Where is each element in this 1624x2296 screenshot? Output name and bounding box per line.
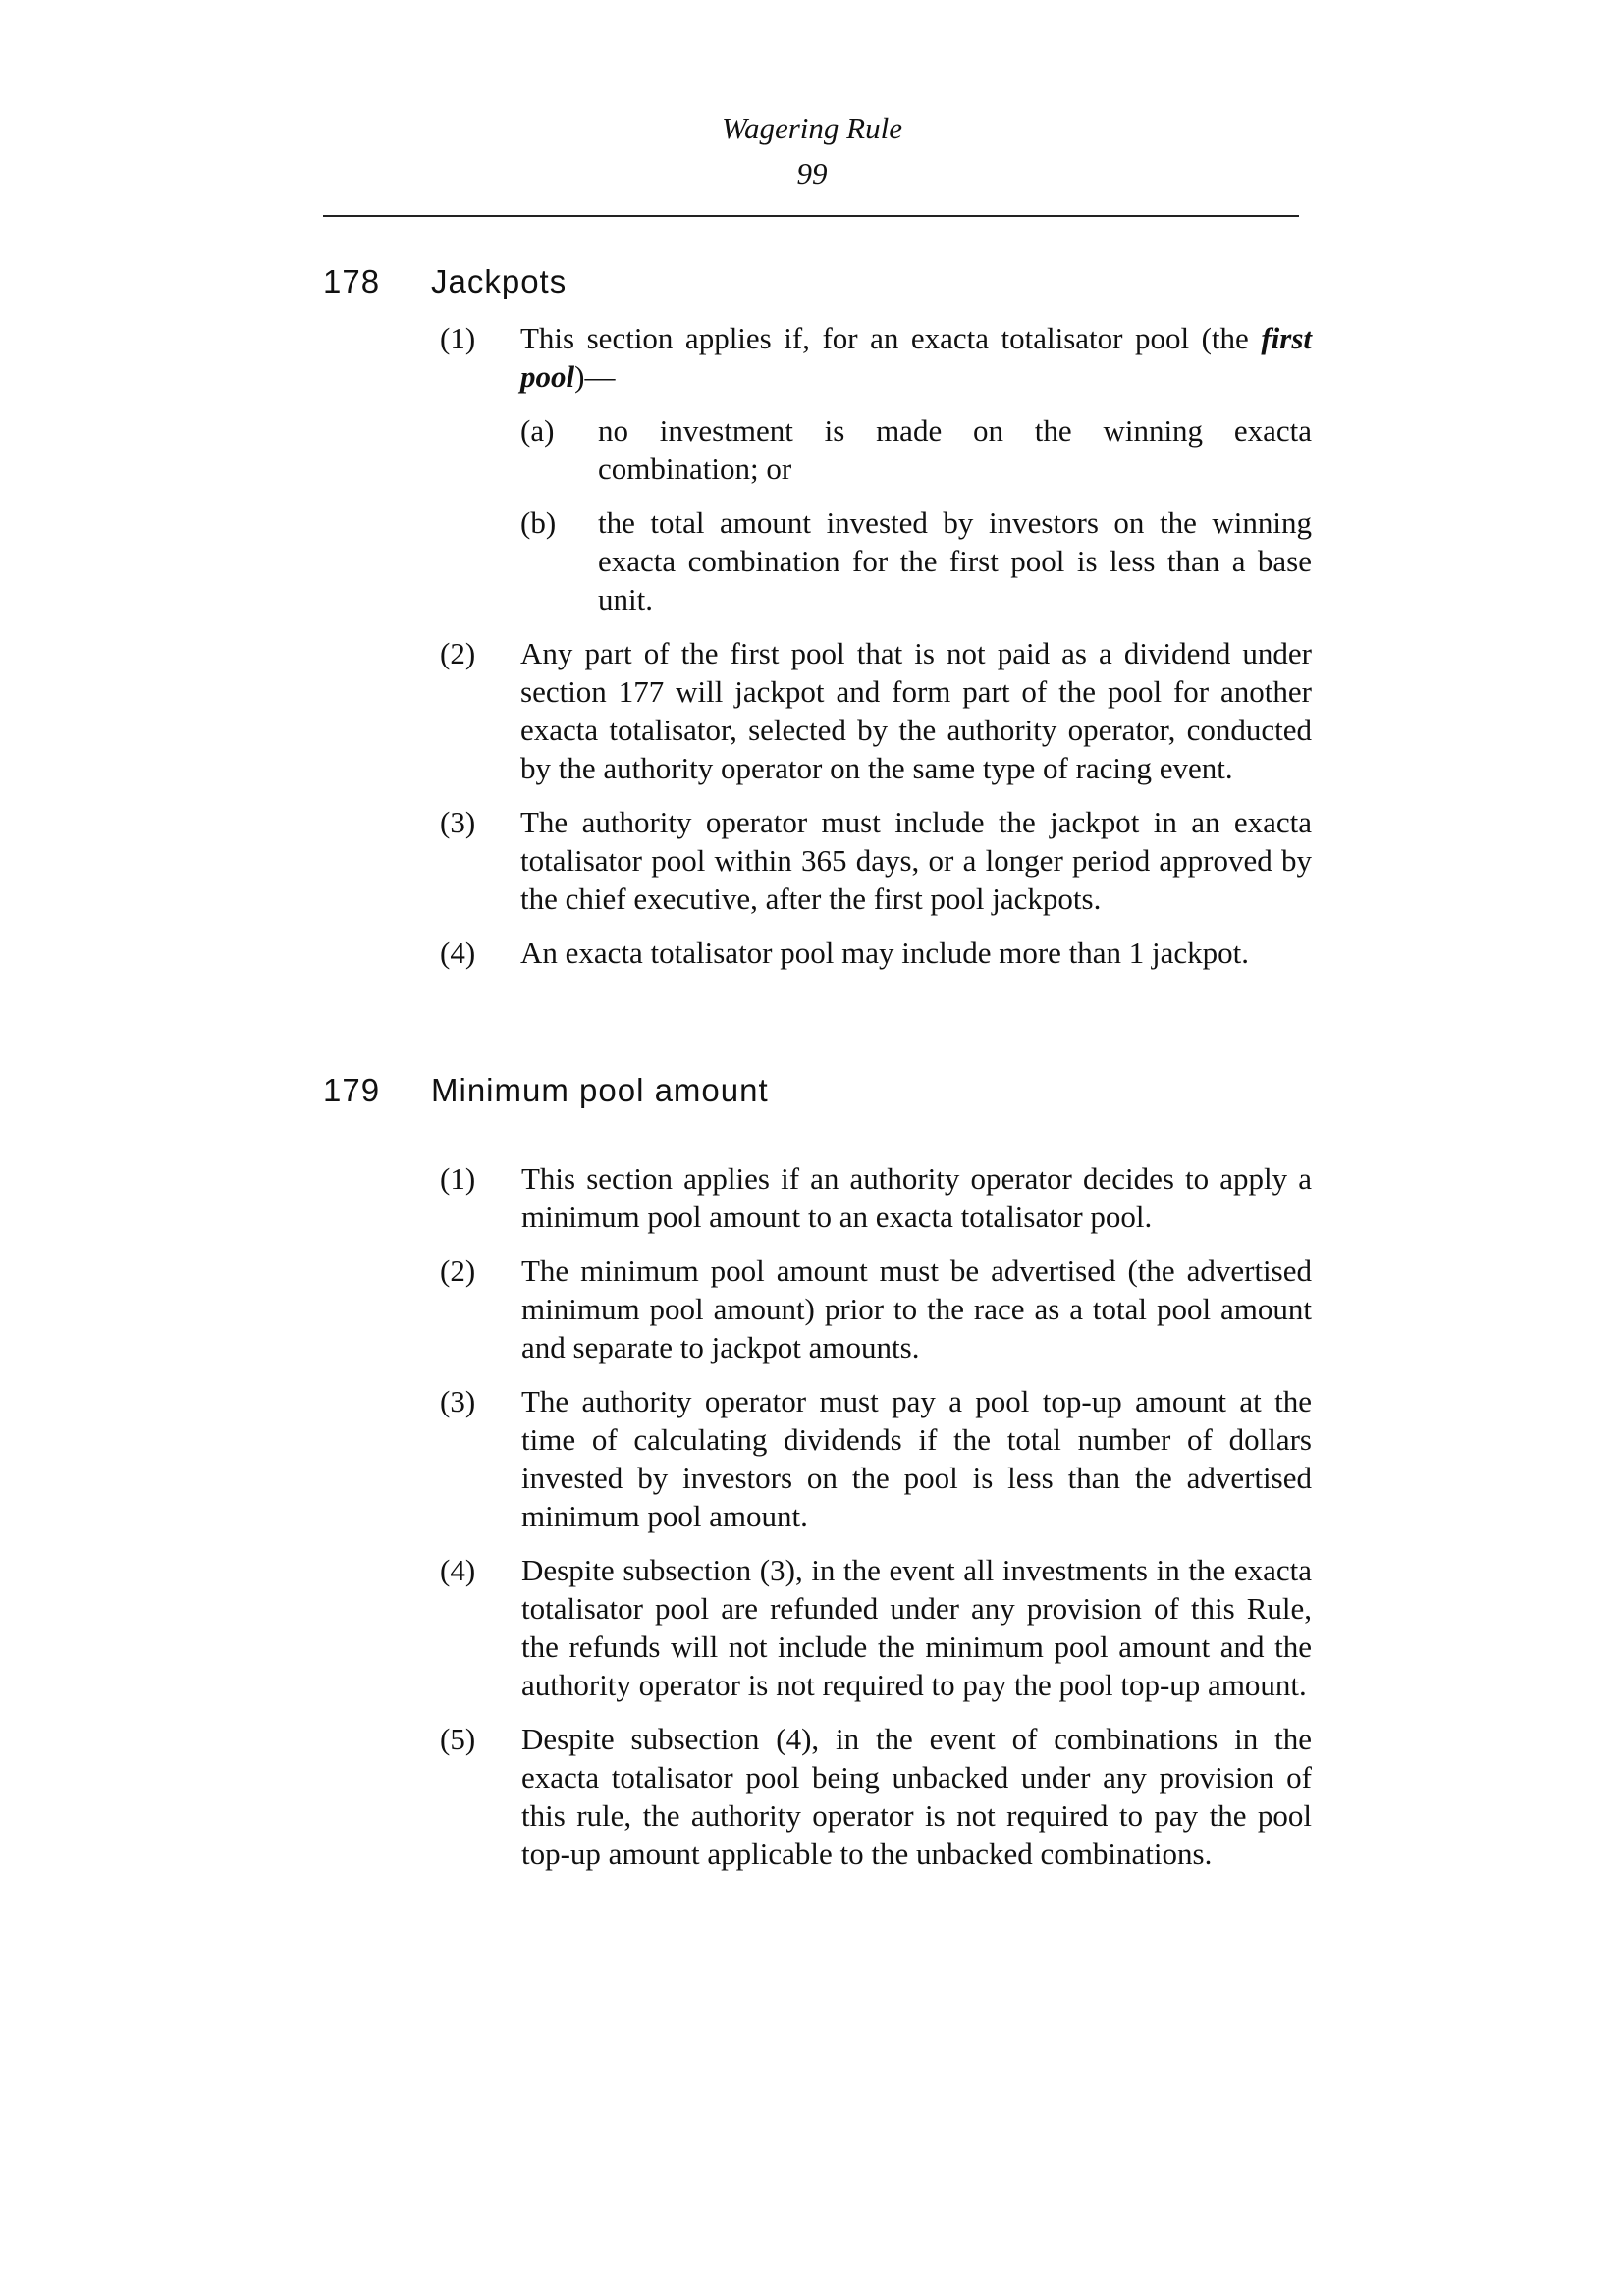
paragraph (440, 319, 1312, 618)
document-title: Wagering Rule (722, 111, 902, 145)
paragraph-text: Despite subsection (3), in the event all investments in the exacta totalisator pool are refunded under any provision of this Rule, the refunds will not include the minimum pool amount and the authority operator is not required to pay the pool top-up amount. (521, 1553, 1312, 1702)
paragraph-text: The authority operator must include the jackpot in an exacta totalisator pool within 365 days, or a longer period approved by the chief executive, after the first pool jackpots. (520, 805, 1312, 916)
paragraph-text: Despite subsection (4), in the event of combinations in the exacta totalisator pool being unbacked under any provision of this rule, the authority operator is not required to pay the pool top-up amount applicable to the unbacked combinations. (521, 1722, 1312, 1871)
paragraph-label: (4) (440, 935, 476, 970)
paragraph (440, 1159, 1312, 1236)
page-number: 99 (796, 156, 828, 190)
paragraph (440, 1551, 1312, 1704)
subparagraph-text: no investment is made on the winning exacta combination; or (598, 413, 1312, 486)
header-rule (323, 215, 1299, 217)
paragraph (440, 803, 1312, 918)
section-title: Jackpots (431, 263, 568, 299)
section-title: Minimum pool amount (431, 1072, 769, 1108)
paragraph-label: (5) (440, 1722, 476, 1756)
subparagraph-label: (b) (520, 506, 557, 540)
paragraph-text: This section applies if an authority operator decides to apply a minimum pool amount to an exacta totalisator pool. (521, 1161, 1312, 1234)
paragraph-label: (1) (440, 321, 476, 355)
paragraph-text: An exacta totalisator pool may include more than 1 jackpot. (520, 935, 1250, 970)
paragraph (440, 634, 1312, 787)
paragraph (440, 1252, 1312, 1366)
paragraph (440, 1720, 1312, 1873)
paragraph-label: (3) (440, 1384, 476, 1418)
subparagraph-text: the total amount invested by investors on the winning exacta combination for the first pool is less than a base unit. (598, 506, 1312, 616)
section-number: 179 (323, 1072, 381, 1108)
subparagraph (520, 504, 1312, 618)
defined-term: first pool (520, 321, 1312, 394)
paragraph-label: (3) (440, 805, 476, 839)
section-body-178 (440, 319, 1312, 988)
section-heading-179 (323, 1072, 769, 1109)
section-number: 178 (323, 263, 381, 299)
paragraph-label: (2) (440, 1254, 476, 1288)
paragraph-label: (1) (440, 1161, 476, 1196)
section-heading-178 (323, 263, 567, 300)
paragraph-text: Any part of the first pool that is not paid as a dividend under section 177 will jackpot and form part of the pool for another exacta totalisator, selected by the authority operator, conducted by the authority operator on the same type of racing event. (520, 636, 1312, 785)
paragraph-label: (2) (440, 636, 476, 670)
subparagraph-label: (a) (520, 413, 555, 448)
subparagraph (520, 411, 1312, 488)
running-header (0, 106, 1624, 196)
paragraph-label: (4) (440, 1553, 476, 1587)
paragraph (440, 934, 1312, 972)
section-body-179 (440, 1159, 1312, 1889)
paragraph-text: The minimum pool amount must be advertised (the advertised minimum pool amount) prior to the race as a total pool amount and separate to jackpot amounts. (521, 1254, 1312, 1364)
paragraph (440, 1382, 1312, 1535)
paragraph-text: The authority operator must pay a pool top-up amount at the time of calculating dividends if the total number of dollars invested by investors on the pool is less than the advertised minimum pool amount. (521, 1384, 1312, 1533)
paragraph-text: This section applies if, for an exacta totalisator pool (the first pool)— (520, 321, 1312, 394)
